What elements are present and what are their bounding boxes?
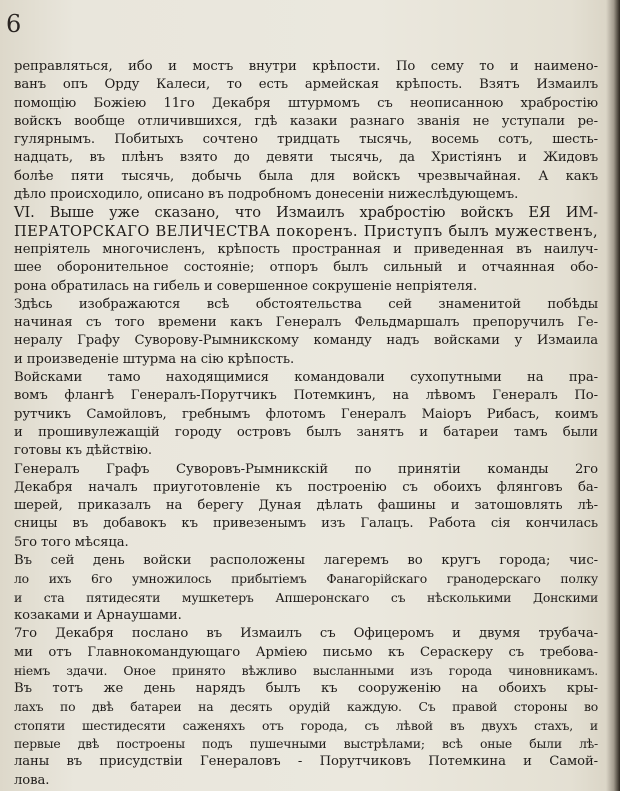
text-line: ло ихъ 6го умножилось прибытіемъ Фанагорійскаго гранодерскаго полку xyxy=(14,571,598,587)
text-line: Войсками тамо находящимися командовали сухопутными на пра- xyxy=(14,370,598,386)
text-line: Здѣсь изображаются всѣ обстоятельства сей знаменитой побѣды xyxy=(14,296,598,312)
text-line: лова. xyxy=(14,772,50,788)
text-line: Въ тотъ же день нарядъ былъ къ сооруженію на обоихъ кры- xyxy=(14,681,598,697)
text-line: ніемъ здачи. Оное принято вѣжливо высланными изъ города чиновникамъ. xyxy=(14,662,598,678)
text-line: рутчикъ Самойловъ, гребнымъ флотомъ Генералъ Маіоръ Рибасъ, коимъ xyxy=(14,406,598,422)
text-line: сницы въ добавокъ къ привезенымъ изъ Галацъ. Работа сія кончилась xyxy=(14,516,598,532)
text-line: Декабря началъ приуготовленіе къ построенію съ обоихъ флянговъ ба- xyxy=(14,479,598,495)
text-line: ПЕРАТОРСКАГО ВЕЛИЧЕСТВА покоренъ. Приступъ былъ мужественъ, xyxy=(14,222,598,240)
text-line: и произведеніе штурма на сію крѣпость. xyxy=(14,351,295,367)
text-line: Въ сей день войски расположены лагеремъ во кругъ города; чис- xyxy=(14,553,598,569)
text-line: надцать, въ плѣнъ взято до девяти тысячь, да Христіянъ и Жидовъ xyxy=(14,150,598,166)
text-line: и прошивулежащій городу островъ былъ занятъ и батареи тамъ были xyxy=(14,424,598,440)
text-line: войскъ вообще отличившихся, гдѣ казаки разнаго званія не уступали ре- xyxy=(14,113,598,129)
text-line: шерей, приказалъ на берегу Дуная дѣлать фашины и затошовлять лѣ- xyxy=(14,498,598,514)
text-body xyxy=(14,58,598,790)
text-line: козаками и Арнаушами. xyxy=(14,607,182,623)
text-line: гулярнымъ. Побитыхъ сочтено тридцать тысячь, восемь сотъ, шесть- xyxy=(14,132,598,148)
text-line: Генералъ Графъ Суворовъ-Рымникскій по принятіи команды 2го xyxy=(14,461,598,477)
text-line: ванъ опъ Орду Калеси, то есть армейская крѣпость. Взятъ Измаилъ xyxy=(14,77,598,93)
text-line: готовы къ дѣйствію. xyxy=(14,443,152,459)
text-line: дѣло происходило, описано въ подробномъ донесеніи нижеслѣдующемъ. xyxy=(14,187,519,203)
text-line: первые двѣ построены подъ пушечными выстрѣлами; всѣ оные были лѣ- xyxy=(14,735,598,751)
text-line: рона обратилась на гибель и совершенное сокрушеніе непріятеля. xyxy=(14,278,478,294)
page-number: 6 xyxy=(6,10,22,38)
text-line: вомъ флангѣ Генералъ-Порутчикъ Потемкинъ, на лѣвомъ Генералъ По- xyxy=(14,388,598,404)
text-line: болѣе пяти тысячь, добычь была для войскъ чрезвычайная. А какъ xyxy=(14,168,598,184)
text-line: 7го Декабря послано въ Измаилъ съ Офицеромъ и двумя трубача- xyxy=(14,626,598,642)
text-line: непріятель многочисленъ, крѣпость пространная и приведенная въ наилуч- xyxy=(14,241,598,257)
text-line: реправляться, ибо и мостъ внутри крѣпости. По сему то и наимено- xyxy=(14,59,598,74)
text-line: и ста пятидесяти мушкетеръ Апшеронскаго съ нѣсколькими Донскими xyxy=(14,589,598,605)
text-line: 5го того мѣсяца. xyxy=(14,534,129,550)
text-line: шее оборонительное состояніе; отпоръ былъ сильный и отчаянная обо- xyxy=(14,260,598,276)
text-line: лахъ по двѣ батареи на десять орудій каждую. Съ правой стороны во xyxy=(14,699,598,715)
text-line: ми отъ Главнокомандующаго Арміею письмо къ Сераскеру съ требова- xyxy=(14,644,598,660)
text-line: нералу Графу Суворову-Рымникскому команду надъ войсками у Измаила xyxy=(14,333,598,349)
text-line: начиная съ того времени какъ Генералъ Фельдмаршалъ препоручилъ Ге- xyxy=(14,315,598,331)
text-line: стопяти шестидесяти саженяхъ отъ города, съ лѣвой въ двухъ стахъ, и xyxy=(14,717,598,733)
book-spine-shadow xyxy=(606,0,620,791)
text-line: VI. Выше уже сказано, что Измаилъ храбростію войскъ ЕЯ ИМ- xyxy=(14,204,598,222)
text-line: ланы въ присудствіи Генераловъ - Порутчиковъ Потемкина и Самой- xyxy=(14,754,598,770)
text-line: помощію Божіею 11го Декабря штурмомъ съ неописанною храбростію xyxy=(14,95,598,111)
